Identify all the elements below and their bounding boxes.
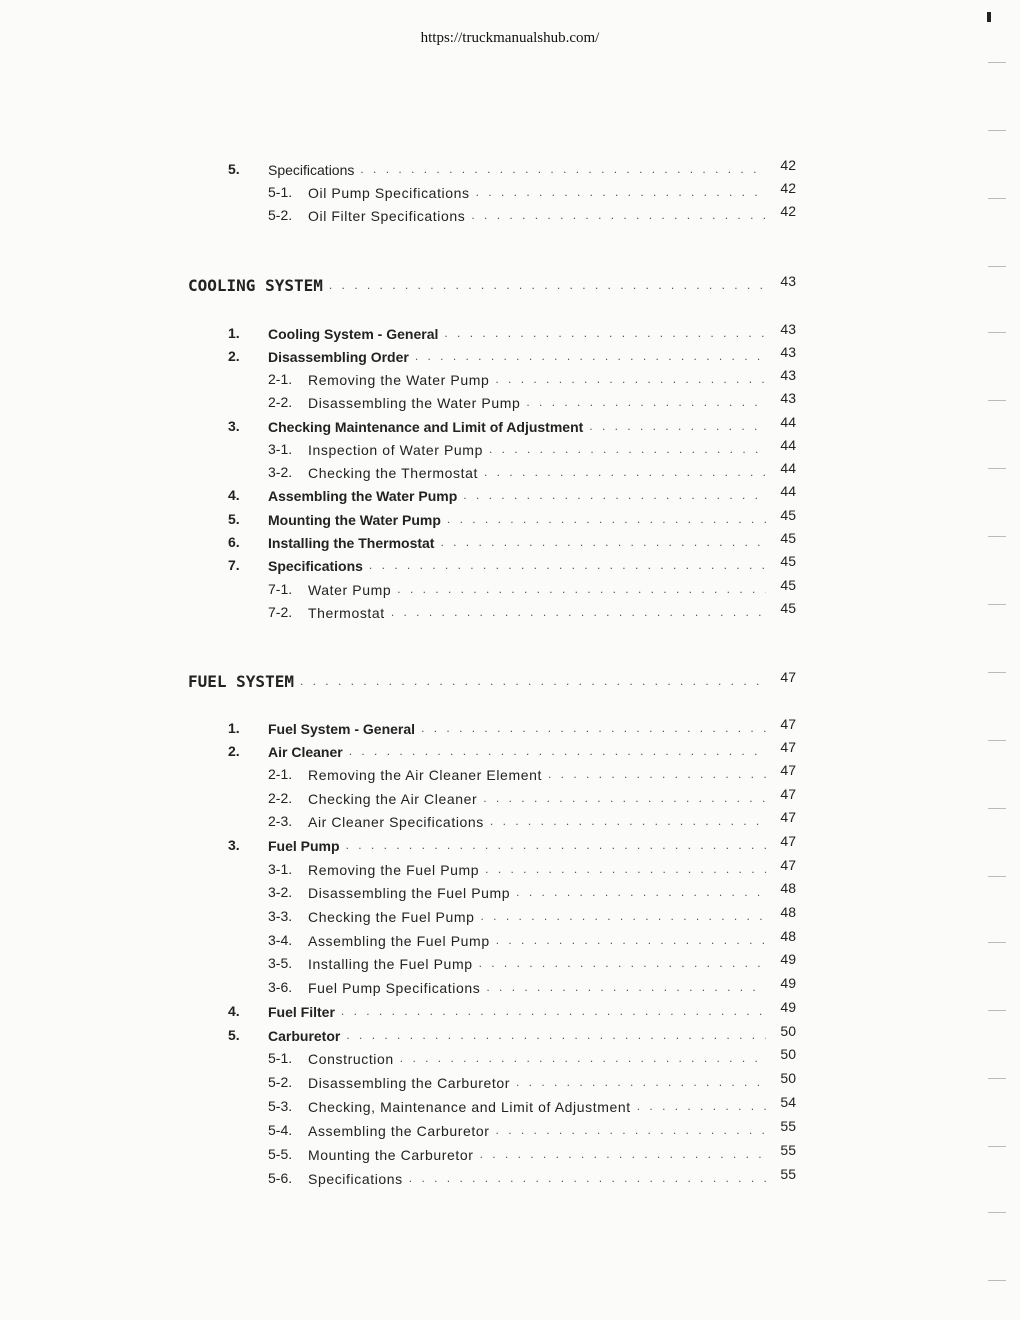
toc-page-number: 50	[780, 1046, 796, 1062]
toc-page-number: 47	[780, 786, 796, 802]
dot-leader	[341, 1003, 766, 1020]
toc-section	[188, 670, 796, 690]
toc-entry	[268, 834, 796, 854]
dot-leader	[421, 720, 766, 737]
margin-tick	[988, 942, 1006, 943]
dot-leader	[495, 371, 766, 388]
toc-page-number: 49	[780, 999, 796, 1015]
dot-leader	[391, 604, 766, 621]
toc-page-number: 45	[780, 530, 796, 546]
toc-entry-title: Water Pump	[308, 582, 392, 598]
toc-entry-number: 5-4.	[268, 1122, 293, 1138]
toc-page-number: 55	[780, 1166, 796, 1182]
toc-entry	[308, 204, 796, 224]
toc-entry-number: 2-1.	[268, 766, 293, 782]
toc-entry	[268, 322, 796, 342]
toc-entry-title: Specifications	[268, 162, 355, 178]
dot-leader	[409, 1170, 766, 1187]
dot-leader	[360, 161, 766, 178]
toc-page-number: 42	[780, 180, 796, 196]
margin-tick	[988, 62, 1006, 63]
toc-entry	[308, 391, 796, 411]
toc-page-number: 50	[780, 1023, 796, 1039]
toc-entry-title: Mounting the Water Pump	[268, 512, 441, 528]
dot-leader	[440, 534, 766, 551]
toc-entry-title: Cooling System - General	[268, 326, 439, 342]
toc-entry	[308, 763, 796, 783]
toc-entry-number: 5.	[228, 511, 240, 527]
toc-page-number: 47	[780, 716, 796, 732]
dot-leader	[463, 487, 766, 504]
toc-entry	[268, 415, 796, 435]
toc-entry	[268, 345, 796, 365]
dot-leader	[300, 673, 766, 690]
toc-entry-number: 2.	[228, 743, 240, 759]
toc-page-number: 43	[780, 321, 796, 337]
toc-entry-title: Oil Filter Specifications	[308, 208, 466, 224]
toc-entry-title: Removing the Air Cleaner Element	[308, 767, 542, 783]
toc-entry-number: 3.	[228, 418, 240, 434]
margin-tick	[988, 1146, 1006, 1147]
toc-entry	[308, 810, 796, 830]
toc-entry-number: 2-3.	[268, 813, 293, 829]
toc-entry-title: Removing the Water Pump	[308, 372, 490, 388]
toc-entry	[308, 181, 796, 201]
dot-leader	[329, 277, 766, 294]
toc-entry	[308, 881, 796, 901]
toc-page-number: 42	[780, 203, 796, 219]
toc-entry	[268, 1024, 796, 1044]
margin-tick	[988, 876, 1006, 877]
margin-tick	[988, 1280, 1006, 1281]
toc-entry	[268, 531, 796, 551]
toc-entry-number: 5-2.	[268, 1074, 293, 1090]
toc-entry	[268, 554, 796, 574]
toc-entry-number: 3-1.	[268, 861, 293, 877]
margin-tick	[988, 740, 1006, 741]
dot-leader	[496, 932, 766, 949]
toc-entry-title: Thermostat	[308, 605, 385, 621]
toc-entry	[308, 601, 796, 621]
toc-page-number: 47	[780, 762, 796, 778]
toc-entry-number: 3-6.	[268, 979, 293, 995]
toc-page-number: 54	[780, 1094, 796, 1110]
dot-leader	[589, 418, 766, 435]
dot-leader	[444, 325, 766, 342]
toc-page-number: 45	[780, 553, 796, 569]
toc-entry-number: 4.	[228, 487, 240, 503]
toc-page-number: 42	[780, 157, 796, 173]
toc-entry	[308, 976, 796, 996]
toc-entry-title: Disassembling the Water Pump	[308, 395, 521, 411]
toc-entry-title: Carburetor	[268, 1028, 341, 1044]
dot-leader	[349, 743, 766, 760]
dot-leader	[481, 908, 766, 925]
toc-page-number: 44	[780, 483, 796, 499]
toc-entry-number: 5-6.	[268, 1170, 293, 1186]
dot-leader	[369, 557, 766, 574]
toc-entry	[308, 1167, 796, 1187]
toc-page-number: 43	[780, 367, 796, 383]
toc-entry-number: 3-5.	[268, 955, 293, 971]
toc-entry-title: Disassembling Order	[268, 349, 409, 365]
margin-tick	[988, 604, 1006, 605]
toc-page-number: 43	[780, 390, 796, 406]
toc-entry-number: 5-5.	[268, 1146, 293, 1162]
toc-entry-number: 5-2.	[268, 207, 293, 223]
toc-entry-number: 5-3.	[268, 1098, 293, 1114]
dot-leader	[476, 184, 766, 201]
toc-page-number: 47	[780, 857, 796, 873]
toc-entry	[308, 438, 796, 458]
scan-mark	[987, 12, 991, 22]
dot-leader	[485, 861, 766, 878]
toc-entry-title: Construction	[308, 1051, 394, 1067]
toc-entry-title: Mounting the Carburetor	[308, 1147, 474, 1163]
toc-entry-number: 5-1.	[268, 1050, 293, 1066]
dot-leader	[496, 1122, 766, 1139]
margin-tick	[988, 808, 1006, 809]
margin-tick	[988, 536, 1006, 537]
toc-entry-title: FUEL SYSTEM	[188, 672, 294, 691]
toc-entry-title: Disassembling the Carburetor	[308, 1075, 510, 1091]
toc-entry	[268, 740, 796, 760]
toc-entry-title: Fuel Pump Specifications	[308, 980, 481, 996]
toc-entry-title: Specifications	[308, 1171, 403, 1187]
dot-leader	[637, 1098, 766, 1115]
toc-page-number: 55	[780, 1118, 796, 1134]
toc-entry	[268, 484, 796, 504]
toc-entry-number: 1.	[228, 720, 240, 736]
margin-tick	[988, 1010, 1006, 1011]
toc-page-number: 45	[780, 600, 796, 616]
toc-entry-title: Fuel Filter	[268, 1004, 335, 1020]
toc-entry	[308, 368, 796, 388]
dot-leader	[397, 581, 766, 598]
toc-entry	[308, 905, 796, 925]
toc-entry	[308, 787, 796, 807]
toc-page-number: 49	[780, 975, 796, 991]
margin-tick	[988, 332, 1006, 333]
toc-entry-number: 7-2.	[268, 604, 293, 620]
margin-tick	[988, 266, 1006, 267]
toc-entry-number: 5.	[228, 161, 240, 177]
toc-page-number: 48	[780, 928, 796, 944]
toc-entry	[308, 1119, 796, 1139]
margin-tick	[988, 468, 1006, 469]
toc-entry-number: 3-2.	[268, 464, 293, 480]
toc-page-number: 45	[780, 577, 796, 593]
dot-leader	[415, 348, 766, 365]
toc-page-number: 55	[780, 1142, 796, 1158]
dot-leader	[479, 955, 766, 972]
toc-entry-title: Oil Pump Specifications	[308, 185, 470, 201]
margin-tick	[988, 1212, 1006, 1213]
toc-entry	[308, 1143, 796, 1163]
dot-leader	[447, 511, 766, 528]
toc-entry-title: Checking, Maintenance and Limit of Adjustment	[308, 1099, 631, 1115]
dot-leader	[516, 884, 766, 901]
toc-entry	[308, 1071, 796, 1091]
toc-entry-title: Checking the Air Cleaner	[308, 791, 478, 807]
toc-entry-title: Disassembling the Fuel Pump	[308, 885, 511, 901]
toc-entry	[268, 158, 796, 178]
toc-entry-title: Inspection of Water Pump	[308, 442, 483, 458]
dot-leader	[483, 790, 766, 807]
toc-entry	[308, 858, 796, 878]
source-url: https://truckmanualshub.com/	[420, 30, 600, 46]
toc-page-number: 47	[780, 833, 796, 849]
margin-tick	[988, 1078, 1006, 1079]
toc-entry-title: Installing the Fuel Pump	[308, 956, 473, 972]
dot-leader	[471, 207, 766, 224]
toc-entry	[308, 578, 796, 598]
toc-entry-title: Assembling the Carburetor	[308, 1123, 490, 1139]
dot-leader	[526, 394, 766, 411]
toc-entry-number: 3-4.	[268, 932, 293, 948]
toc-entry-title: Checking the Thermostat	[308, 465, 478, 481]
toc-page-number: 44	[780, 460, 796, 476]
toc-entry-number: 2-2.	[268, 790, 293, 806]
toc-entry-title: Air Cleaner	[268, 744, 343, 760]
toc-entry-number: 3-3.	[268, 908, 293, 924]
toc-entry-title: Specifications	[268, 558, 363, 574]
toc-page-number: 47	[780, 809, 796, 825]
dot-leader	[346, 837, 766, 854]
toc-entry	[308, 929, 796, 949]
toc-page-number: 48	[780, 904, 796, 920]
margin-tick	[988, 198, 1006, 199]
toc-entry-title: COOLING SYSTEM	[188, 276, 323, 295]
toc-entry	[308, 952, 796, 972]
dot-leader	[480, 1146, 766, 1163]
toc-entry-title: Checking the Fuel Pump	[308, 909, 475, 925]
toc-section	[188, 274, 796, 294]
toc-entry-number: 2-1.	[268, 371, 293, 387]
toc-entry	[268, 717, 796, 737]
margin-tick	[988, 672, 1006, 673]
toc-entry-number: 1.	[228, 325, 240, 341]
toc-page-number: 47	[780, 669, 796, 685]
toc-entry	[268, 1000, 796, 1020]
margin-tick	[988, 400, 1006, 401]
toc-entry-title: Installing the Thermostat	[268, 535, 435, 551]
toc-page-number: 43	[780, 344, 796, 360]
toc-entry-number: 4.	[228, 1003, 240, 1019]
toc-entry-title: Assembling the Water Pump	[268, 488, 458, 504]
toc-entry-number: 7.	[228, 557, 240, 573]
dot-leader	[484, 464, 766, 481]
toc-entry-title: Fuel Pump	[268, 838, 340, 854]
toc-entry	[308, 461, 796, 481]
toc-entry-title: Checking Maintenance and Limit of Adjustment	[268, 419, 584, 435]
toc-entry-number: 3-1.	[268, 441, 293, 457]
toc-entry-number: 6.	[228, 534, 240, 550]
toc-entry-number: 7-1.	[268, 581, 293, 597]
dot-leader	[346, 1027, 766, 1044]
toc-page-number: 45	[780, 507, 796, 523]
dot-leader	[400, 1050, 766, 1067]
toc-page-number: 43	[780, 273, 796, 289]
toc-entry-number: 3.	[228, 837, 240, 853]
toc-entry-number: 2-2.	[268, 394, 293, 410]
dot-leader	[486, 979, 766, 996]
toc-entry	[308, 1095, 796, 1115]
dot-leader	[516, 1074, 766, 1091]
dot-leader	[489, 441, 766, 458]
toc-entry-title: Fuel System - General	[268, 721, 416, 737]
margin-tick	[988, 130, 1006, 131]
toc-entry-title: Assembling the Fuel Pump	[308, 933, 490, 949]
dot-leader	[548, 766, 766, 783]
toc-page-number: 44	[780, 437, 796, 453]
toc-entry-title: Removing the Fuel Pump	[308, 862, 480, 878]
toc-page-number: 48	[780, 880, 796, 896]
toc-entry	[268, 508, 796, 528]
toc-page-number: 50	[780, 1070, 796, 1086]
toc-page-number: 49	[780, 951, 796, 967]
toc-page-number: 47	[780, 739, 796, 755]
toc-entry-number: 3-2.	[268, 884, 293, 900]
toc-page-number: 44	[780, 414, 796, 430]
toc-entry-title: Air Cleaner Specifications	[308, 814, 484, 830]
dot-leader	[490, 813, 766, 830]
toc-entry-number: 2.	[228, 348, 240, 364]
toc-entry-number: 5.	[228, 1027, 240, 1043]
toc-entry	[308, 1047, 796, 1067]
toc-entry-number: 5-1.	[268, 184, 293, 200]
